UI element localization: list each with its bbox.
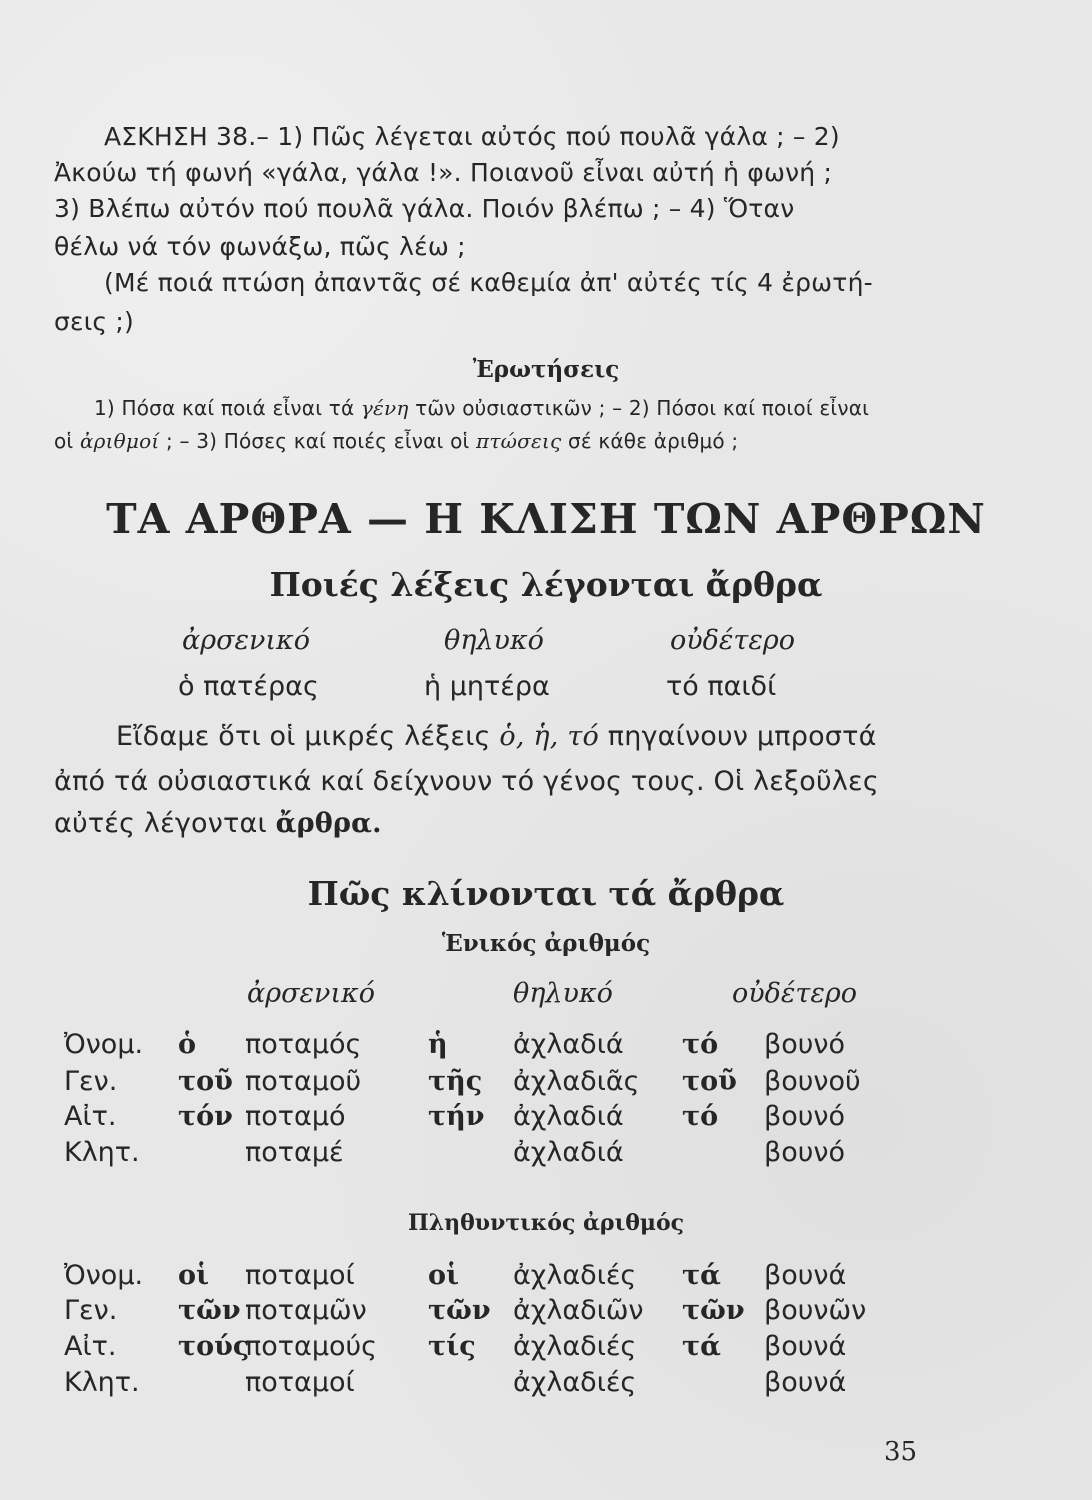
question-line-2-italic-b: πτώσεις bbox=[476, 429, 562, 453]
case-label: Κλητ. bbox=[64, 1367, 140, 1398]
masculine-article: τόν bbox=[178, 1101, 233, 1132]
neuter-noun: βουνό bbox=[764, 1101, 845, 1132]
articles-paragraph-line-3-bold: ἄρθρα. bbox=[275, 808, 382, 839]
masculine-article: τῶν bbox=[178, 1295, 241, 1326]
case-label: Γεν. bbox=[64, 1295, 118, 1326]
masculine-noun: ποταμό bbox=[245, 1101, 346, 1132]
masculine-noun: ποταμῶν bbox=[245, 1295, 367, 1326]
feminine-article: τίς bbox=[428, 1331, 476, 1362]
neuter-article: τοῦ bbox=[682, 1066, 737, 1097]
plural-row-vocative bbox=[0, 1369, 1092, 1405]
case-label: Κλητ. bbox=[64, 1137, 140, 1168]
articles-paragraph-line-1 bbox=[116, 723, 877, 750]
question-line-1-text-a: 1) Πόσα καί ποιά εἶναι τά bbox=[94, 396, 361, 420]
articles-paragraph-line-1-text-a: Εἴδαμε ὅτι οἱ μικρές λέξεις bbox=[116, 721, 500, 752]
feminine-noun: ἀχλαδιές bbox=[513, 1260, 637, 1291]
singular-title: Ἑνικός ἀριθμός bbox=[441, 930, 651, 957]
feminine-noun: ἀχλαδιῶν bbox=[513, 1295, 644, 1326]
case-label: Ὀνομ. bbox=[64, 1029, 144, 1060]
masculine-noun: ποταμός bbox=[245, 1029, 362, 1060]
neuter-noun: βουνά bbox=[764, 1331, 847, 1362]
question-line-2-text-a: οἱ bbox=[54, 429, 80, 453]
feminine-article: τῶν bbox=[428, 1295, 491, 1326]
feminine-noun: ἀχλαδιά bbox=[513, 1101, 624, 1132]
singular-row-nominative bbox=[0, 1031, 1092, 1067]
masculine-article: οἱ bbox=[178, 1260, 210, 1291]
table-header-feminine: θηλυκό bbox=[513, 978, 613, 1009]
question-line-2-italic-a: ἀριθμοί bbox=[79, 429, 160, 453]
case-label: Αἰτ. bbox=[64, 1331, 117, 1362]
singular-row-genitive bbox=[0, 1068, 1092, 1104]
feminine-article: ἡ bbox=[428, 1029, 448, 1060]
singular-row-accusative bbox=[0, 1103, 1092, 1139]
exercise-line-2: Ἀκούω τή φωνή «γάλα, γάλα !». Ποιανοῦ εἶναι αὐτή ἡ φωνή ; bbox=[54, 158, 833, 187]
question-line-2 bbox=[54, 431, 738, 451]
masculine-noun: ποταμέ bbox=[245, 1137, 344, 1168]
table-header-masculine: ἀρσενικό bbox=[247, 978, 375, 1009]
gender-label-masculine: ἀρσενικό bbox=[182, 625, 310, 656]
neuter-article: τά bbox=[682, 1331, 721, 1362]
neuter-noun: βουνό bbox=[764, 1137, 845, 1168]
neuter-noun: βουνά bbox=[764, 1367, 847, 1398]
case-label: Γεν. bbox=[64, 1066, 118, 1097]
singular-row-vocative bbox=[0, 1139, 1092, 1175]
masculine-article: τούς bbox=[178, 1331, 250, 1362]
feminine-noun: ἀχλαδιές bbox=[513, 1367, 637, 1398]
gender-label-feminine: θηλυκό bbox=[444, 625, 544, 656]
plural-row-nominative bbox=[0, 1262, 1092, 1298]
neuter-article: τά bbox=[682, 1260, 721, 1291]
article-example-neuter: τό παιδί bbox=[666, 671, 777, 702]
masculine-article: τοῦ bbox=[178, 1066, 233, 1097]
questions-title: Ἐρωτήσεις bbox=[472, 356, 620, 383]
question-line-1-text-b: τῶν οὐσιαστικῶν ; – 2) Πόσοι καί ποιοί εἶναι bbox=[408, 396, 870, 420]
page-number: 35 bbox=[884, 1437, 918, 1467]
neuter-noun: βουνά bbox=[764, 1260, 847, 1291]
articles-paragraph-line-3 bbox=[54, 810, 382, 837]
question-line-2-text-c: σέ κάθε ἀριθμό ; bbox=[561, 429, 739, 453]
masculine-article: ὁ bbox=[178, 1029, 197, 1060]
gender-label-neuter: οὐδέτερο bbox=[670, 625, 795, 656]
plural-title: Πληθυντικός ἀριθμός bbox=[407, 1210, 685, 1236]
question-line-2-text-b: ; – 3) Πόσες καί ποιές εἶναι οἱ bbox=[159, 429, 477, 453]
feminine-noun: ἀχλαδιά bbox=[513, 1029, 624, 1060]
exercise-line-1: ΑΣΚΗΣΗ 38.– 1) Πῶς λέγεται αὐτός πού πουλᾶ γάλα ; – 2) bbox=[104, 122, 840, 151]
neuter-noun: βουνῶν bbox=[764, 1295, 867, 1326]
exercise-line-5: (Μέ ποιά πτώση ἀπαντᾶς σέ καθεμία ἀπ' αὐτές τίς 4 ἐρωτή- bbox=[104, 268, 873, 297]
feminine-article: τήν bbox=[428, 1101, 485, 1132]
articles-paragraph-line-2: ἀπό τά οὐσιαστικά καί δείχνουν τό γένος τους. Οἱ λεξοῦλες bbox=[54, 766, 879, 797]
case-label: Ὀνομ. bbox=[64, 1260, 144, 1291]
masculine-noun: ποταμοί bbox=[245, 1367, 355, 1398]
main-title: ΤΑ ΑΡΘΡΑ — Η ΚΛΙΣΗ ΤΩΝ ΑΡΘΡΩΝ bbox=[106, 495, 986, 543]
neuter-article: τό bbox=[682, 1101, 719, 1132]
feminine-noun: ἀχλαδιά bbox=[513, 1137, 624, 1168]
neuter-article: τῶν bbox=[682, 1295, 745, 1326]
exercise-line-6: σεις ;) bbox=[54, 307, 135, 336]
question-line-1-italic-a: γένη bbox=[360, 396, 409, 420]
article-example-masculine: ὁ πατέρας bbox=[178, 671, 319, 702]
article-example-feminine: ἡ μητέρα bbox=[424, 671, 550, 702]
exercise-line-3: 3) Βλέπω αὐτόν πού πουλᾶ γάλα. Ποιόν βλέπω ; – 4) Ὅταν bbox=[54, 194, 795, 223]
feminine-noun: ἀχλαδιᾶς bbox=[513, 1066, 640, 1097]
masculine-noun: ποταμούς bbox=[245, 1331, 377, 1362]
table-header-neuter: οὐδέτερο bbox=[732, 978, 857, 1009]
plural-row-accusative bbox=[0, 1333, 1092, 1369]
declension-section-title: Πῶς κλίνονται τά ἄρθρα bbox=[307, 874, 785, 913]
plural-row-genitive bbox=[0, 1297, 1092, 1333]
feminine-article: τῆς bbox=[428, 1066, 483, 1097]
question-line-1 bbox=[94, 398, 869, 418]
articles-paragraph-line-3-text-a: αὐτές λέγονται bbox=[54, 808, 276, 839]
case-label: Αἰτ. bbox=[64, 1101, 117, 1132]
exercise-line-4: θέλω νά τόν φωνάξω, πῶς λέω ; bbox=[54, 232, 466, 261]
neuter-noun: βουνοῦ bbox=[764, 1066, 861, 1097]
feminine-noun: ἀχλαδιές bbox=[513, 1331, 637, 1362]
articles-paragraph-line-1-italic: ὁ, ἡ, τό bbox=[499, 721, 599, 752]
masculine-noun: ποταμοί bbox=[245, 1260, 355, 1291]
articles-section-title: Ποιές λέξεις λέγονται ἄρθρα bbox=[269, 565, 823, 604]
masculine-noun: ποταμοῦ bbox=[245, 1066, 362, 1097]
neuter-article: τό bbox=[682, 1029, 719, 1060]
articles-paragraph-line-1-text-b: πηγαίνουν μπροστά bbox=[598, 721, 877, 752]
feminine-article: οἱ bbox=[428, 1260, 460, 1291]
neuter-noun: βουνό bbox=[764, 1029, 845, 1060]
